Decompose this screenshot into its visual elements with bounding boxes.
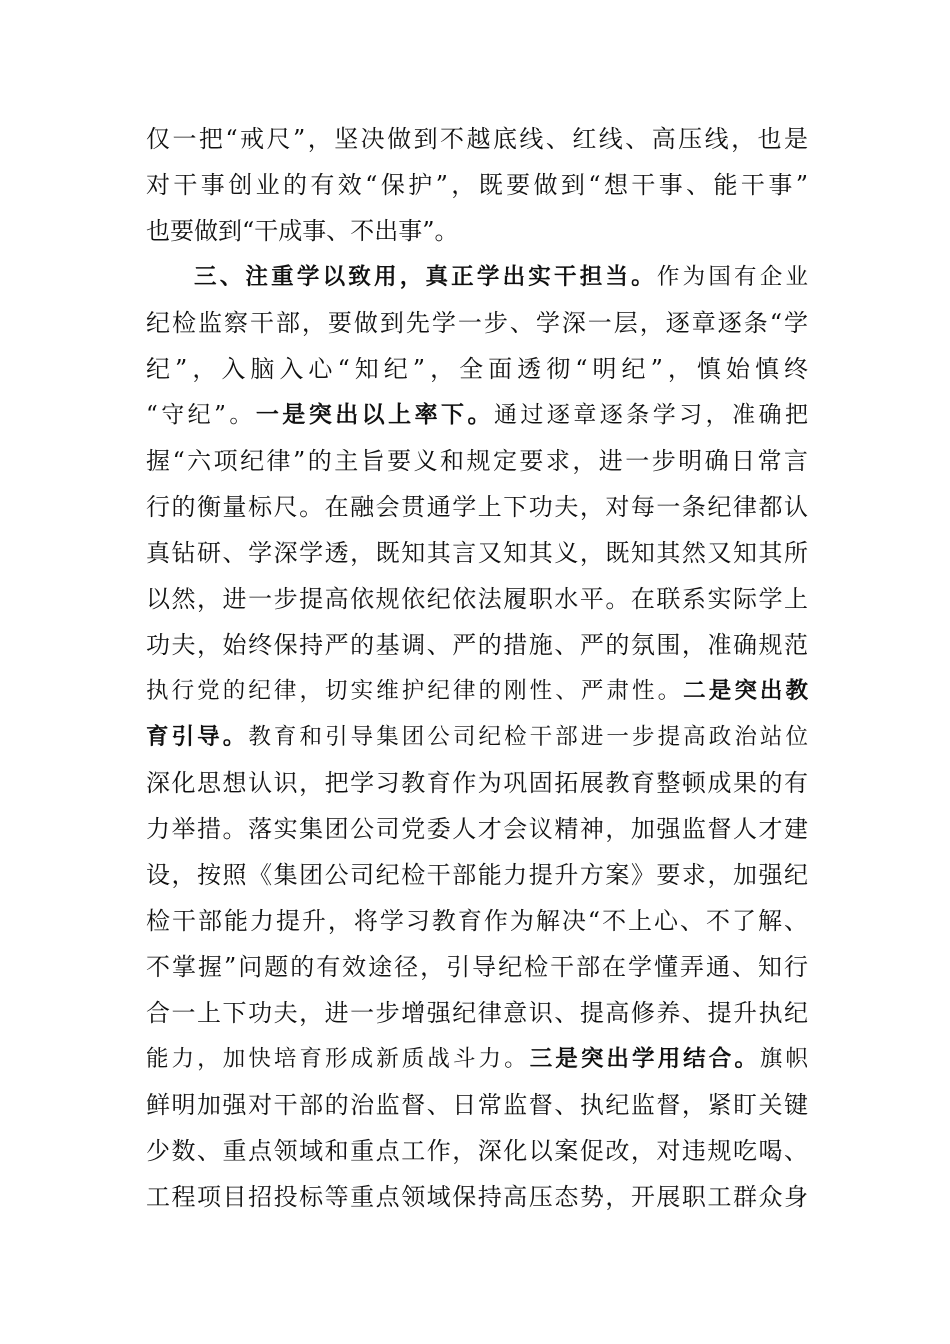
text-line xyxy=(146,530,808,576)
text-line xyxy=(146,208,808,254)
text-run: 不掌握”问题的有效途径，引导纪检干部在学懂弄通、知行 xyxy=(146,953,808,981)
text-line xyxy=(146,990,808,1036)
text-run: 合一上下功夫，进一步增强纪律意识、提高修养、提升执纪 xyxy=(146,999,808,1027)
subpoint-heading: 育引导。 xyxy=(146,724,249,750)
text-line xyxy=(146,300,808,346)
text-run: 纪”，入脑入心“知纪”，全面透彻“明纪”，慎始慎终 xyxy=(146,355,808,383)
text-run: “守纪”。 xyxy=(146,402,256,428)
text-run: 真钻研、学深学透，既知其言又知其义，既知其然又知其所 xyxy=(146,539,808,567)
text-run: 设，按照《集团公司纪检干部能力提升方案》要求，加强纪 xyxy=(146,861,808,889)
text-run: 鲜明加强对干部的治监督、日常监督、执纪监督，紧盯关键 xyxy=(146,1091,808,1119)
text-run: 旗帜 xyxy=(759,1046,808,1072)
text-run: 纪检监察干部，要做到先学一步、学深一层，逐章逐条“学 xyxy=(146,309,808,337)
section-heading-line xyxy=(146,254,808,300)
text-line xyxy=(146,162,808,208)
body-text xyxy=(146,116,808,1220)
text-line xyxy=(146,438,808,484)
text-run: 执行党的纪律，切实维护纪律的刚性、严肃性。 xyxy=(146,678,684,704)
text-line xyxy=(146,668,808,714)
text-run: 能力，加快培育形成新质战斗力。 xyxy=(146,1046,530,1072)
text-line xyxy=(146,392,808,438)
text-line xyxy=(146,116,808,162)
text-run: 深化思想认识，把学习教育作为巩固拓展教育整顿成果的有 xyxy=(146,769,808,797)
text-line xyxy=(146,944,808,990)
text-run: 教育和引导集团公司纪检干部进一步提高政治站位 xyxy=(248,724,808,750)
text-run: 检干部能力提升，将学习教育作为解决“不上心、不了解、 xyxy=(146,907,808,935)
text-line xyxy=(146,484,808,530)
text-line xyxy=(146,1174,808,1220)
text-line xyxy=(146,346,808,392)
text-line xyxy=(146,806,808,852)
subpoint-heading: 一是突出以上率下。 xyxy=(255,402,494,428)
text-run: 也要做到“干成事、不出事”。 xyxy=(146,217,459,245)
text-line xyxy=(146,622,808,668)
text-run: 作为国有企业 xyxy=(656,264,808,290)
subpoint-heading: 三是突出学用结合。 xyxy=(529,1046,760,1072)
text-run: 力举措。落实集团公司党委人才会议精神，加强监督人才建 xyxy=(146,815,808,843)
text-line xyxy=(146,576,808,622)
text-run: 功夫，始终保持严的基调、严的措施、严的氛围，准确规范 xyxy=(146,631,808,659)
text-run: 握“六项纪律”的主旨要义和规定要求，进一步明确日常言 xyxy=(146,447,808,475)
subpoint-heading: 二是突出教 xyxy=(683,678,808,704)
section-heading: 三、注重学以致用，真正学出实干担当。 xyxy=(194,264,657,290)
text-run: 行的衡量标尺。在融会贯通学上下功夫，对每一条纪律都认 xyxy=(146,493,808,521)
text-run: 通过逐章逐条学习，准确把 xyxy=(493,402,808,428)
text-line xyxy=(146,898,808,944)
text-run: 少数、重点领域和重点工作，深化以案促改，对违规吃喝、 xyxy=(146,1137,808,1165)
text-run: 仅一把“戒尺”，坚决做到不越底线、红线、高压线，也是 xyxy=(146,125,808,153)
text-line xyxy=(146,760,808,806)
text-line xyxy=(146,714,808,760)
text-run: 以然，进一步提高依规依纪依法履职水平。在联系实际学上 xyxy=(146,585,808,613)
text-line xyxy=(146,1128,808,1174)
text-run: 工程项目招投标等重点领域保持高压态势，开展职工群众身 xyxy=(146,1183,808,1211)
text-line xyxy=(146,852,808,898)
text-line xyxy=(146,1082,808,1128)
text-line xyxy=(146,1036,808,1082)
text-run: 对干事创业的有效“保护”，既要做到“想干事、能干事” xyxy=(146,171,808,199)
